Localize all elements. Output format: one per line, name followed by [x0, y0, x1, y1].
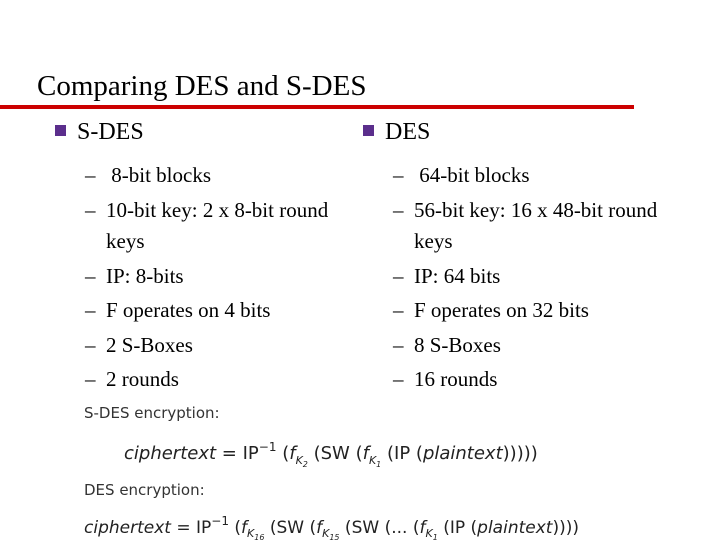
list-item: – IP: 8-bits — [55, 261, 355, 293]
des-encryption-label: DES encryption: — [84, 481, 205, 499]
list-item: – 8 S-Boxes — [363, 330, 663, 362]
list-item: – 2 S-Boxes — [55, 330, 355, 362]
title-divider — [0, 105, 634, 109]
dash-bullet: – — [393, 197, 404, 222]
des-heading-row — [363, 116, 663, 150]
sdes-column — [55, 116, 355, 399]
dash-bullet: – — [393, 163, 404, 187]
sdes-heading-row — [55, 116, 355, 150]
dash-bullet: – — [85, 197, 96, 222]
dash-bullet: – — [85, 367, 96, 391]
dash-bullet: – — [393, 332, 404, 357]
list-item: – IP: 64 bits — [363, 261, 663, 293]
list-item: – 2 rounds — [55, 364, 355, 396]
list-item: – 16 rounds — [363, 364, 663, 396]
des-list — [363, 160, 663, 396]
square-bullet-icon — [55, 125, 66, 136]
dash-bullet: – — [85, 163, 96, 187]
des-encryption-formula: ciphertext = $IP^{-1}$ ($f_{K_{16}}$ (SW ($f_{K_{15}}$ (SW (... ($f_{K_1}$ (IP (plaintext)))) — [84, 514, 579, 543]
dash-bullet: – — [393, 298, 404, 322]
dash-bullet: – — [85, 263, 96, 288]
sdes-encryption-formula: ciphertext = $IP^{-1}$ ($f_{K_2}$ (SW ($f_{K_1}$ (IP (plaintext))))) — [124, 440, 538, 469]
des-column — [363, 116, 663, 399]
sdes-list — [55, 160, 355, 396]
dash-bullet: – — [393, 263, 404, 288]
dash-bullet: – — [85, 298, 96, 322]
des-heading: DES — [385, 119, 431, 145]
dash-bullet: – — [393, 367, 404, 391]
slide-title: Comparing DES and S-DES — [37, 70, 367, 102]
sdes-heading: S-DES — [77, 119, 144, 145]
list-item: – F operates on 4 bits — [55, 295, 355, 327]
square-bullet-icon — [363, 125, 374, 136]
list-item: – 56-bit key: 16 x 48-bit round keys — [363, 195, 663, 258]
sdes-encryption-label: S-DES encryption: — [84, 404, 220, 422]
list-item: – F operates on 32 bits — [363, 295, 663, 327]
list-item: – 10-bit key: 2 x 8-bit round keys — [55, 195, 355, 258]
dash-bullet: – — [85, 332, 96, 357]
list-item: – 64-bit blocks — [363, 160, 663, 192]
list-item: – 8-bit blocks — [55, 160, 355, 192]
